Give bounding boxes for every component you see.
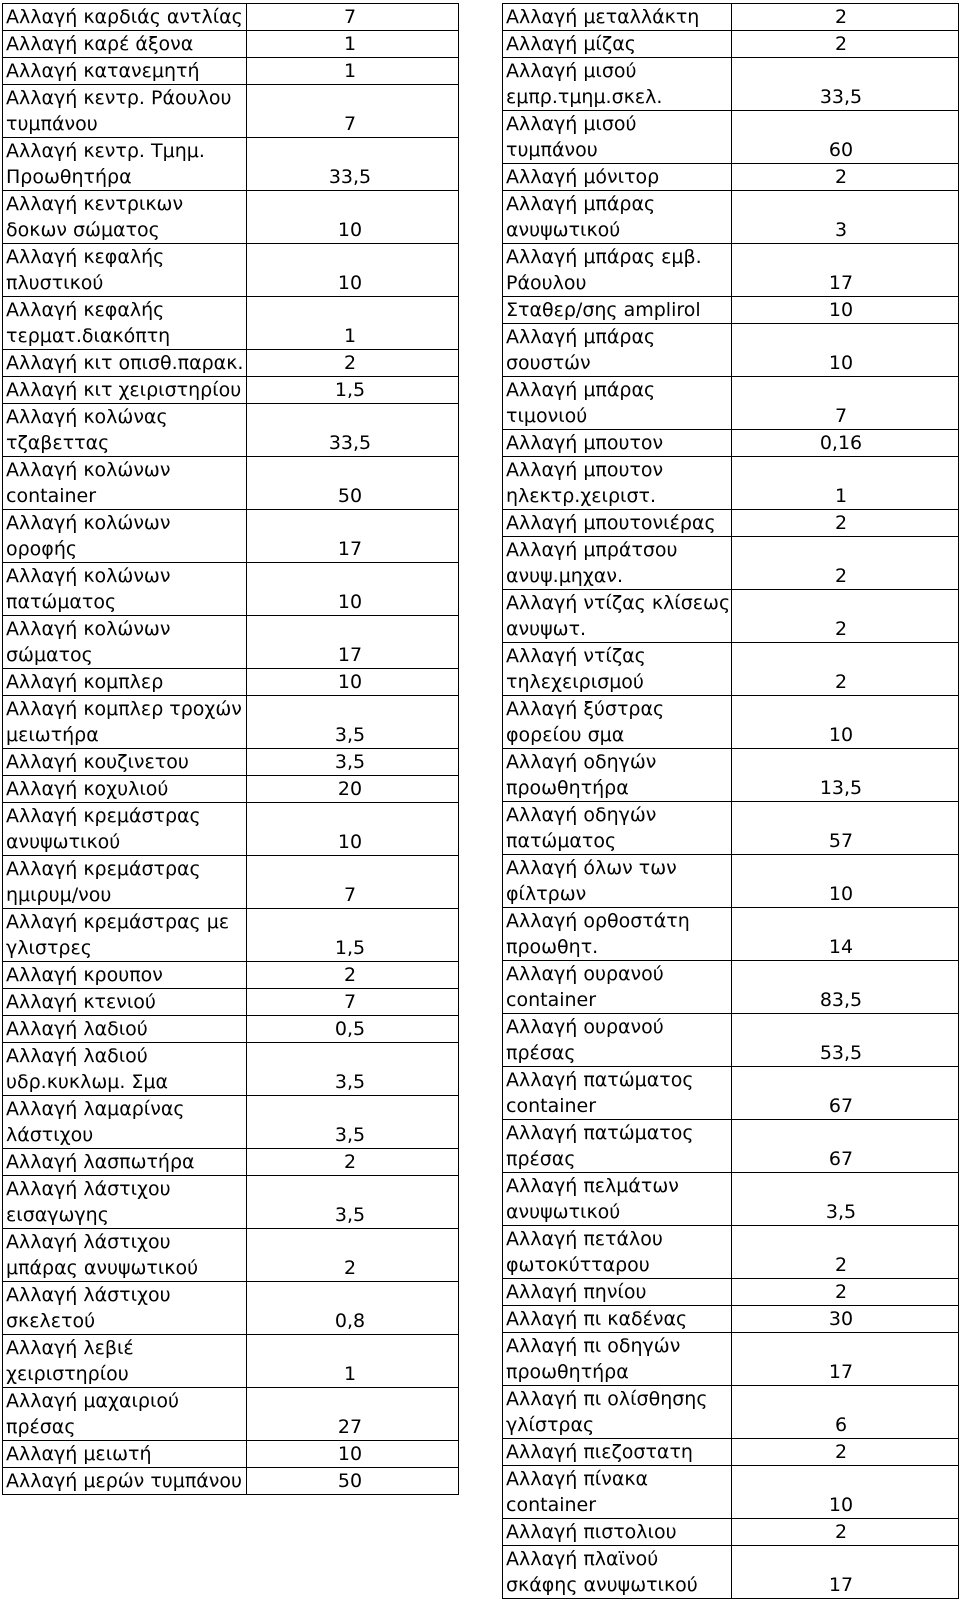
item-value: 3,5 (334, 751, 366, 773)
item-value: 57 (828, 830, 854, 852)
item-name: Αλλαγή ντίζας κλίσεως ανυψωτ. (503, 590, 732, 643)
item-value: 7 (343, 113, 357, 135)
item-value: 10 (337, 831, 363, 853)
item-name: Αλλαγή όλων των φίλτρων (503, 855, 732, 908)
item-name: Αλλαγή κρεμάστρας με γλιστρες (3, 909, 247, 962)
item-value: 33,5 (819, 86, 863, 108)
table-row (3, 1388, 459, 1441)
table-row (503, 855, 959, 908)
item-value: 20 (337, 778, 363, 800)
item-value-cell (247, 1468, 459, 1495)
item-value: 1 (343, 1363, 357, 1385)
item-value-cell (247, 563, 459, 616)
item-name: Αλλαγή ουρανού πρέσας (503, 1014, 732, 1067)
item-value-cell (247, 776, 459, 803)
item-value: 50 (337, 1470, 363, 1492)
table-row (3, 1282, 459, 1335)
item-name: Αλλαγή μπάρας σουστών (503, 324, 732, 377)
item-name: Αλλαγή κιτ οπισθ.παρακ. (3, 350, 247, 377)
item-value-cell (732, 749, 959, 802)
item-name: Αλλαγή μπουτον (503, 430, 732, 457)
item-value-cell (732, 377, 959, 430)
item-value: 14 (828, 936, 854, 958)
item-value-cell (247, 1096, 459, 1149)
item-value: 60 (828, 139, 854, 161)
table-row (3, 350, 459, 377)
table-row (3, 749, 459, 776)
item-name: Αλλαγή ντίζας τηλεχειρισμού (503, 643, 732, 696)
item-name: Αλλαγή πι καδένας (503, 1306, 732, 1333)
table-row (3, 563, 459, 616)
item-name: Αλλαγή λασπωτήρα (3, 1149, 247, 1176)
table-row (503, 908, 959, 961)
item-value: 67 (828, 1095, 854, 1117)
item-value-cell (732, 1014, 959, 1067)
item-value-cell (247, 1388, 459, 1441)
table-row (3, 1335, 459, 1388)
item-name: Αλλαγή ουρανού container (503, 961, 732, 1014)
table-row (503, 1546, 959, 1599)
item-name: Αλλαγή ξύστρας φορείου σμα (503, 696, 732, 749)
item-value: 10 (828, 299, 854, 321)
item-value-cell (732, 1386, 959, 1439)
item-name: Αλλαγή πιεζοστατη (503, 1439, 732, 1466)
table-row (503, 324, 959, 377)
item-value: 2 (343, 964, 357, 986)
item-name: Αλλαγή λαδιού (3, 1016, 247, 1043)
table-row (503, 1333, 959, 1386)
item-name: Αλλαγή πατώματος πρέσας (503, 1120, 732, 1173)
item-name: Αλλαγή μπάρας ανυψωτικού (503, 191, 732, 244)
item-value-cell (732, 164, 959, 191)
table-row (3, 1149, 459, 1176)
item-value-cell (247, 803, 459, 856)
item-name: Αλλαγή μισού εμπρ.τμημ.σκελ. (503, 58, 732, 111)
item-value: 83,5 (819, 989, 863, 1011)
item-name: Αλλαγή μεταλλάκτη (503, 4, 732, 31)
item-value: 7 (343, 991, 357, 1013)
table-row (3, 244, 459, 297)
item-value: 17 (828, 1361, 854, 1383)
item-name: Αλλαγή πι οδηγών προωθητήρα (503, 1333, 732, 1386)
item-name: Αλλαγή κεντρ. Ράουλου τυμπάνου (3, 85, 247, 138)
table-row (503, 1386, 959, 1439)
item-value-cell (247, 510, 459, 563)
item-value-cell (247, 1282, 459, 1335)
table-row (503, 297, 959, 324)
item-value-cell (247, 1016, 459, 1043)
item-value-cell (732, 537, 959, 590)
item-name: Αλλαγή κοχυλιού (3, 776, 247, 803)
item-value-cell (247, 962, 459, 989)
item-name: Αλλαγή πίνακα container (503, 1466, 732, 1519)
item-value-cell (732, 457, 959, 510)
table-row (503, 1173, 959, 1226)
table-row (503, 164, 959, 191)
item-value: 3,5 (825, 1201, 857, 1223)
item-value-cell (247, 31, 459, 58)
item-value-cell (732, 31, 959, 58)
item-name: Αλλαγή κρεμάστρας ανυψωτικού (3, 803, 247, 856)
item-value-cell (247, 244, 459, 297)
table-row (503, 537, 959, 590)
item-value-cell (247, 1441, 459, 1468)
item-value-cell (732, 1279, 959, 1306)
item-value: 2 (834, 6, 848, 28)
item-value-cell (247, 4, 459, 31)
item-value: 2 (834, 33, 848, 55)
price-table-right (502, 3, 959, 1599)
table-row (503, 510, 959, 537)
item-value: 10 (337, 219, 363, 241)
item-value-cell (732, 1519, 959, 1546)
item-name: Αλλαγή μίζας (503, 31, 732, 58)
item-name: Αλλαγή κολώνων πατώματος (3, 563, 247, 616)
item-name: Αλλαγή μπουτον ηλεκτρ.χειριστ. (503, 457, 732, 510)
table-row (3, 58, 459, 85)
item-name: Αλλαγή μπράτσου ανυψ.μηχαν. (503, 537, 732, 590)
item-value-cell (732, 58, 959, 111)
item-name: Αλλαγή λάστιχου σκελετού (3, 1282, 247, 1335)
item-name: Αλλαγή κολώνων σώματος (3, 616, 247, 669)
item-value-cell (247, 1149, 459, 1176)
item-value-cell (247, 1176, 459, 1229)
item-value: 27 (337, 1416, 363, 1438)
table-row (3, 1043, 459, 1096)
table-row (3, 776, 459, 803)
item-value-cell (247, 616, 459, 669)
table-row (503, 1226, 959, 1279)
item-value: 17 (828, 1574, 854, 1596)
item-value-cell (732, 1067, 959, 1120)
item-value: 1,5 (334, 379, 366, 401)
item-name: Αλλαγή οδηγών προωθητήρα (503, 749, 732, 802)
item-name: Αλλαγή πιστολιου (503, 1519, 732, 1546)
item-name: Αλλαγή μισού τυμπάνου (503, 111, 732, 164)
item-value-cell (247, 749, 459, 776)
table-row (3, 457, 459, 510)
item-value-cell (732, 1306, 959, 1333)
item-name: Αλλαγή κρεμάστρας ημιρυμ/νου (3, 856, 247, 909)
table-row (503, 1014, 959, 1067)
item-name: Αλλαγή καρδιάς αντλίας (3, 4, 247, 31)
item-name: Αλλαγή πετάλου φωτοκύτταρου (503, 1226, 732, 1279)
table-row (3, 696, 459, 749)
item-value: 67 (828, 1148, 854, 1170)
table-row (3, 1096, 459, 1149)
table-row (3, 1229, 459, 1282)
table-row (3, 1016, 459, 1043)
table-row (503, 31, 959, 58)
item-name: Αλλαγή ορθοστάτη προωθητ. (503, 908, 732, 961)
table-row (3, 856, 459, 909)
item-value: 10 (337, 671, 363, 693)
table-row (3, 803, 459, 856)
item-value: 1 (343, 325, 357, 347)
item-name: Αλλαγή λαδιού υδρ.κυκλωμ. Σμα (3, 1043, 247, 1096)
item-value-cell (247, 989, 459, 1016)
item-name: Αλλαγή μπάρας τιμονιού (503, 377, 732, 430)
item-value-cell (732, 1226, 959, 1279)
table-row (503, 1466, 959, 1519)
table-row (3, 404, 459, 457)
item-name: Αλλαγή κεφαλής πλυστικού (3, 244, 247, 297)
item-name: Αλλαγή κουζινετου (3, 749, 247, 776)
item-value-cell (732, 510, 959, 537)
item-value: 33,5 (328, 432, 372, 454)
item-name: Αλλαγή κατανεμητή (3, 58, 247, 85)
item-value-cell (247, 1043, 459, 1096)
item-value: 10 (337, 1443, 363, 1465)
item-value-cell (247, 696, 459, 749)
table-row (503, 749, 959, 802)
item-value-cell (732, 191, 959, 244)
item-value: 7 (343, 6, 357, 28)
item-name: Αλλαγή λάστιχου εισαγωγης (3, 1176, 247, 1229)
item-value-cell (732, 908, 959, 961)
item-name: Αλλαγή οδηγών πατώματος (503, 802, 732, 855)
item-value: 2 (834, 671, 848, 693)
item-value: 53,5 (819, 1042, 863, 1064)
table-row (3, 909, 459, 962)
item-value: 30 (828, 1308, 854, 1330)
item-value-cell (732, 590, 959, 643)
item-name: Αλλαγή πι ολίσθησης γλίστρας (503, 1386, 732, 1439)
table-row (3, 31, 459, 58)
item-name: Αλλαγή μπάρας εμβ. Ράουλου (503, 244, 732, 297)
table-row (3, 4, 459, 31)
item-name: Αλλαγή κεντρικων δοκων σώματος (3, 191, 247, 244)
item-name: Αλλαγή κεφαλής τερματ.διακόπτη (3, 297, 247, 350)
item-name: Αλλαγή κομπλερ τροχών μειωτήρα (3, 696, 247, 749)
table-row (3, 1176, 459, 1229)
item-value-cell (732, 244, 959, 297)
table-row (503, 590, 959, 643)
item-value: 10 (828, 352, 854, 374)
item-value: 17 (337, 644, 363, 666)
item-value: 3,5 (334, 724, 366, 746)
item-value: 10 (828, 724, 854, 746)
item-value: 2 (834, 1441, 848, 1463)
table-row (503, 1120, 959, 1173)
table-row (503, 191, 959, 244)
item-value-cell (732, 430, 959, 457)
item-name: Αλλαγή μόνιτορ (503, 164, 732, 191)
item-value: 1,5 (334, 937, 366, 959)
item-value-cell (247, 404, 459, 457)
item-value-cell (247, 138, 459, 191)
item-value: 3 (834, 219, 848, 241)
item-value-cell (247, 669, 459, 696)
item-value: 3,5 (334, 1124, 366, 1146)
price-table-left (2, 3, 459, 1495)
item-name: Αλλαγή μειωτή (3, 1441, 247, 1468)
item-value-cell (247, 191, 459, 244)
item-value-cell (732, 1439, 959, 1466)
item-value-cell (247, 297, 459, 350)
item-value: 10 (828, 1494, 854, 1516)
table-row (3, 1441, 459, 1468)
item-value-cell (247, 909, 459, 962)
item-value: 10 (828, 883, 854, 905)
table-row (503, 58, 959, 111)
table-row (3, 1468, 459, 1495)
item-value: 50 (337, 485, 363, 507)
item-value: 2 (834, 565, 848, 587)
item-name: Αλλαγή κεντρ. Τμημ. Προωθητήρα (3, 138, 247, 191)
table-row (503, 377, 959, 430)
item-value: 2 (343, 1257, 357, 1279)
item-value: 1 (343, 33, 357, 55)
item-value: 1 (834, 485, 848, 507)
item-name: Αλλαγή κολώνων container (3, 457, 247, 510)
item-value: 10 (337, 591, 363, 613)
table-row (3, 377, 459, 404)
item-value: 2 (834, 1521, 848, 1543)
item-value-cell (732, 1466, 959, 1519)
table-row (503, 643, 959, 696)
item-value-cell (732, 855, 959, 908)
item-name: Αλλαγή μπουτονιέρας (503, 510, 732, 537)
item-value: 33,5 (328, 166, 372, 188)
item-value-cell (247, 1335, 459, 1388)
table-row (503, 1279, 959, 1306)
item-value: 0,5 (334, 1018, 366, 1040)
item-name: Αλλαγή πλαϊνού σκάφης ανυψωτικού (503, 1546, 732, 1599)
table-row (503, 802, 959, 855)
item-value-cell (247, 58, 459, 85)
item-value: 2 (834, 1254, 848, 1276)
item-value: 2 (343, 352, 357, 374)
item-name: Αλλαγή κολώνας τζαβεττας (3, 404, 247, 457)
item-name: Αλλαγή κτενιού (3, 989, 247, 1016)
item-value: 10 (337, 272, 363, 294)
item-value: 0,8 (334, 1310, 366, 1332)
item-value-cell (732, 961, 959, 1014)
item-value-cell (247, 350, 459, 377)
table-row (503, 1067, 959, 1120)
item-name: Αλλαγή μαχαιριού πρέσας (3, 1388, 247, 1441)
item-value-cell (247, 377, 459, 404)
item-value-cell (732, 1333, 959, 1386)
item-value-cell (732, 4, 959, 31)
item-value-cell (247, 457, 459, 510)
item-value: 2 (834, 1281, 848, 1303)
table-row (503, 961, 959, 1014)
item-name: Αλλαγή κιτ χειριστηρίου (3, 377, 247, 404)
item-value: 7 (834, 405, 848, 427)
table-row (503, 430, 959, 457)
item-value: 17 (828, 272, 854, 294)
item-value: 6 (834, 1414, 848, 1436)
item-value: 2 (834, 512, 848, 534)
item-value: 17 (337, 538, 363, 560)
item-value-cell (732, 696, 959, 749)
item-value-cell (732, 1120, 959, 1173)
item-name: Αλλαγή μερών τυμπάνου (3, 1468, 247, 1495)
table-row (3, 297, 459, 350)
table-row (503, 696, 959, 749)
item-value: 2 (834, 618, 848, 640)
table-row (3, 616, 459, 669)
item-value-cell (732, 802, 959, 855)
item-value-cell (247, 856, 459, 909)
table-row (503, 244, 959, 297)
item-name: Αλλαγή κομπλερ (3, 669, 247, 696)
item-name: Αλλαγή πηνίου (503, 1279, 732, 1306)
item-name: Αλλαγή κρουπον (3, 962, 247, 989)
table-row (3, 510, 459, 563)
item-value-cell (247, 1229, 459, 1282)
item-value-cell (732, 111, 959, 164)
item-value-cell (732, 297, 959, 324)
table-row (3, 962, 459, 989)
item-value: 3,5 (334, 1204, 366, 1226)
item-value: 3,5 (334, 1071, 366, 1093)
item-name: Αλλαγή λάστιχου μπάρας ανυψωτικού (3, 1229, 247, 1282)
table-row (3, 138, 459, 191)
item-value: 13,5 (819, 777, 863, 799)
table-row (3, 85, 459, 138)
item-value: 7 (343, 884, 357, 906)
item-value: 1 (343, 60, 357, 82)
table-row (503, 1439, 959, 1466)
table-row (503, 4, 959, 31)
item-name: Αλλαγή πατώματος container (503, 1067, 732, 1120)
table-row (503, 1306, 959, 1333)
item-value: 2 (343, 1151, 357, 1173)
item-name: Αλλαγή λαμαρίνας λάστιχου (3, 1096, 247, 1149)
item-value: 0,16 (819, 432, 863, 454)
item-name: Σταθερ/σης amplirol (503, 297, 732, 324)
item-value-cell (732, 1546, 959, 1599)
table-row (3, 669, 459, 696)
item-name: Αλλαγή πελμάτων ανυψωτικού (503, 1173, 732, 1226)
item-value: 2 (834, 166, 848, 188)
table-row (503, 1519, 959, 1546)
table-row (503, 111, 959, 164)
item-value-cell (732, 1173, 959, 1226)
item-name: Αλλαγή λεβιέ χειριστηρίου (3, 1335, 247, 1388)
table-row (503, 457, 959, 510)
item-value-cell (732, 324, 959, 377)
table-row (3, 989, 459, 1016)
item-value-cell (247, 85, 459, 138)
table-row (3, 191, 459, 244)
item-value-cell (732, 643, 959, 696)
item-name: Αλλαγή κολώνων οροφής (3, 510, 247, 563)
item-name: Αλλαγή καρέ άξονα (3, 31, 247, 58)
